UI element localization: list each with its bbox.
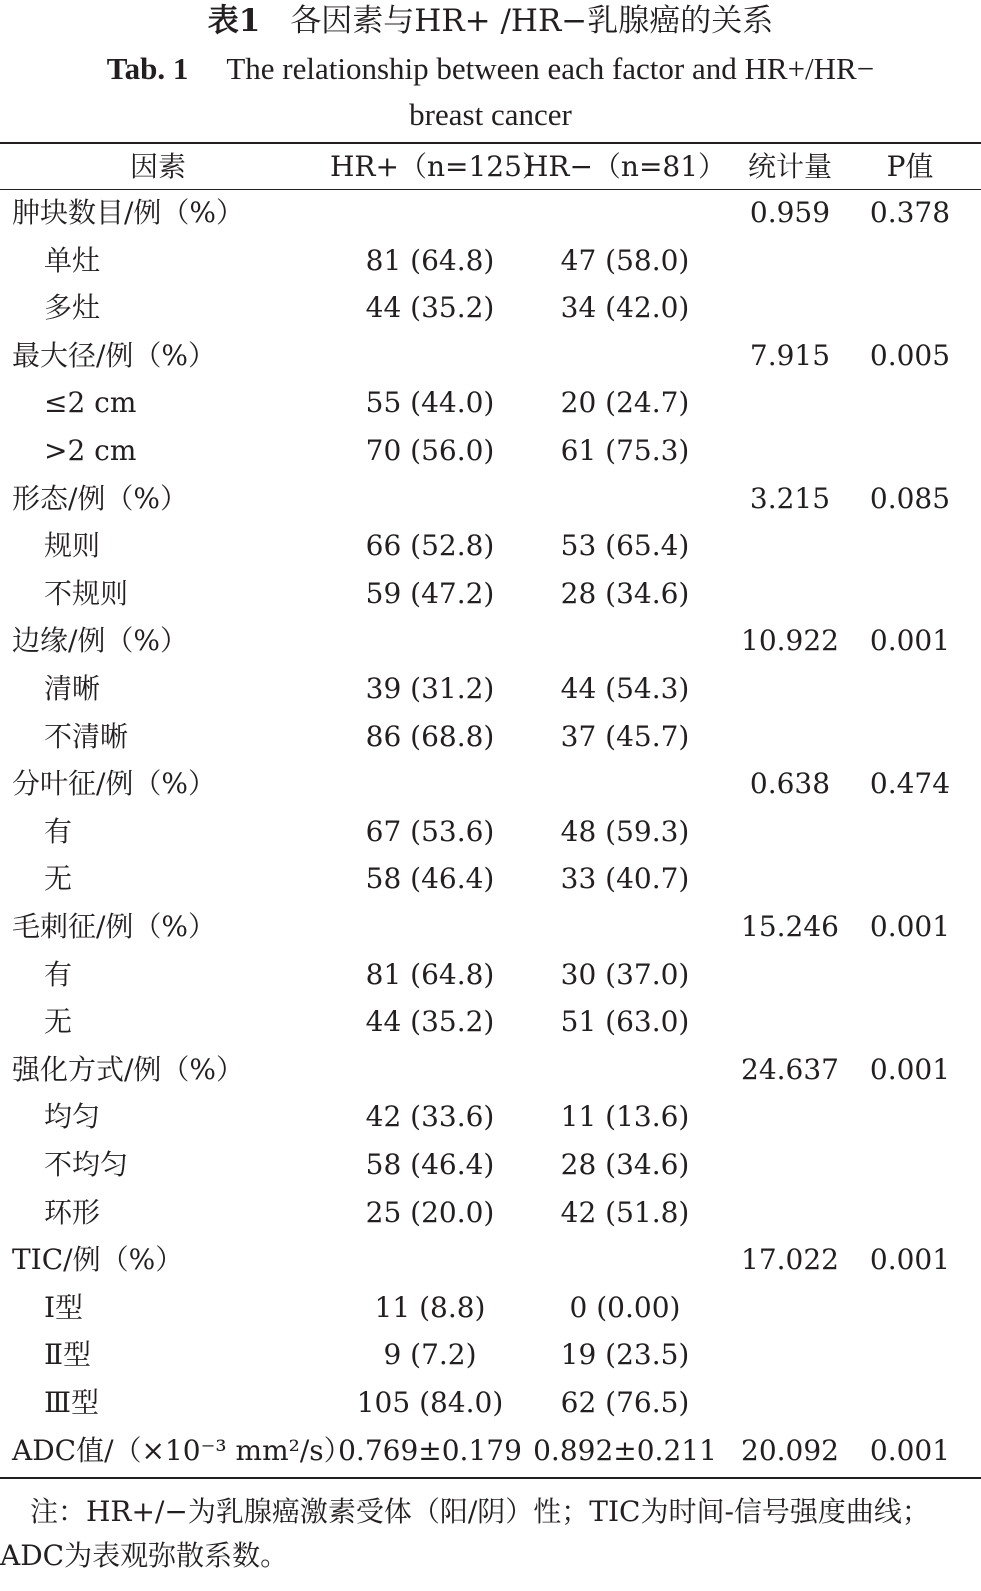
- table-row-factor: [0, 189, 981, 236]
- cell-hr-negative: 44 (54.3): [560, 672, 690, 705]
- table-row-subitem: [0, 1189, 981, 1236]
- table-row-factor: [0, 1046, 981, 1093]
- table-title-en-text: The relationship between each factor and HR+/HR−: [226, 51, 875, 86]
- cell-hr-positive: 81 (64.8): [365, 243, 495, 277]
- cell-hr-positive: 44 (35.2): [365, 291, 495, 325]
- cell-hr-negative: 48 (59.3): [560, 814, 690, 848]
- table-row-subitem: [0, 379, 981, 426]
- cell-factor: 多灶: [44, 291, 101, 325]
- header-statistic: 统计量: [747, 150, 832, 183]
- cell-factor: 形态/例（%）: [12, 481, 189, 515]
- cell-hr-negative: 30 (37.0): [560, 957, 690, 991]
- cell-factor: TIC/例（%）: [12, 1243, 184, 1277]
- cell-p-value: 0.005: [869, 338, 951, 372]
- cell-hr-negative: 62 (76.5): [560, 1386, 690, 1419]
- cell-factor: 不清晰: [44, 719, 129, 753]
- table-row-subitem: [0, 1284, 981, 1331]
- cell-factor: 强化方式/例（%）: [12, 1052, 245, 1086]
- cell-factor: 清晰: [44, 672, 101, 705]
- table-label-en: Tab. 1: [106, 51, 189, 86]
- cell-factor: 分叶征/例（%）: [12, 767, 217, 801]
- table-row-factor: [0, 1427, 981, 1474]
- cell-hr-negative: 28 (34.6): [560, 1148, 690, 1181]
- cell-hr-positive: 42 (33.6): [365, 1100, 495, 1134]
- header-hr-positive: HR+（n=125）: [330, 150, 550, 183]
- cell-factor: 均匀: [44, 1100, 101, 1134]
- cell-factor: 毛刺征/例（%）: [12, 910, 217, 943]
- cell-factor: 边缘/例（%）: [12, 624, 189, 658]
- cell-hr-positive: 66 (52.8): [365, 529, 495, 563]
- table-title-en-line1: [0, 46, 981, 92]
- cell-hr-negative: 33 (40.7): [560, 862, 690, 896]
- cell-hr-positive: 0.769±0.179: [338, 1433, 522, 1467]
- cell-hr-negative: 47 (58.0): [560, 243, 690, 277]
- header-factor: 因素: [130, 150, 187, 183]
- table-row-subitem: [0, 237, 981, 284]
- cell-hr-positive: 55 (44.0): [365, 386, 495, 420]
- cell-hr-positive: 105 (84.0): [356, 1386, 504, 1419]
- cell-statistic: 0.959: [749, 196, 831, 229]
- cell-hr-negative: 42 (51.8): [560, 1195, 690, 1229]
- cell-factor: ADC值/（×10⁻³ mm²/s）: [12, 1433, 352, 1467]
- cell-hr-positive: 11 (8.8): [374, 1290, 486, 1324]
- table-row-subitem: [0, 808, 981, 855]
- cell-hr-negative: 37 (45.7): [560, 719, 690, 753]
- cell-hr-positive: 25 (20.0): [365, 1195, 495, 1229]
- table-title-en-line2: breast cancer: [409, 97, 572, 132]
- cell-factor: 有: [44, 957, 73, 991]
- table-row-factor: [0, 332, 981, 379]
- cell-factor: 无: [44, 862, 73, 896]
- cell-hr-negative: 19 (23.5): [560, 1338, 690, 1372]
- table-row-subitem: [0, 951, 981, 998]
- cell-factor: 环形: [44, 1195, 101, 1229]
- bottom-rule: [0, 1477, 981, 1479]
- table-row-factor: [0, 903, 981, 950]
- header-hr-negative: HR−（n=81）: [523, 150, 727, 183]
- table-title-cn: [0, 0, 981, 42]
- cell-factor: 规则: [44, 529, 101, 563]
- table-row-subitem: [0, 1141, 981, 1188]
- cell-hr-positive: 44 (35.2): [365, 1005, 495, 1039]
- cell-statistic: 15.246: [741, 910, 839, 943]
- cell-factor: 不均匀: [44, 1148, 129, 1181]
- cell-statistic: 3.215: [749, 481, 831, 515]
- table-row-subitem: [0, 1379, 981, 1426]
- cell-p-value: 0.378: [869, 196, 951, 229]
- cell-hr-positive: 67 (53.6): [365, 814, 495, 848]
- cell-factor: ≤2 cm: [44, 386, 137, 420]
- cell-factor: 肿块数目/例（%）: [12, 196, 245, 229]
- cell-hr-negative: 61 (75.3): [560, 434, 690, 467]
- cell-hr-negative: 0 (0.00): [569, 1290, 681, 1324]
- table-row-subitem: [0, 665, 981, 712]
- cell-factor: Ⅱ型: [44, 1338, 92, 1372]
- cell-p-value: 0.001: [869, 1433, 951, 1467]
- table-row-subitem: [0, 427, 981, 474]
- cell-hr-positive: 70 (56.0): [365, 434, 495, 467]
- cell-factor: 有: [44, 814, 73, 848]
- cell-factor: 无: [44, 1005, 73, 1039]
- table-title-en: [0, 46, 981, 138]
- cell-hr-positive: 9 (7.2): [383, 1338, 477, 1372]
- table-row-subitem: [0, 1093, 981, 1140]
- cell-hr-negative: 28 (34.6): [560, 576, 690, 610]
- cell-hr-positive: 86 (68.8): [365, 719, 495, 753]
- cell-statistic: 0.638: [749, 767, 831, 801]
- table-row-subitem: [0, 855, 981, 902]
- cell-p-value: 0.085: [869, 481, 951, 515]
- table-row-subitem: [0, 998, 981, 1045]
- cell-p-value: 0.001: [869, 910, 951, 943]
- table-row-subitem: [0, 522, 981, 569]
- cell-p-value: 0.001: [869, 624, 951, 658]
- cell-factor: 不规则: [44, 576, 129, 610]
- cell-factor: 最大径/例（%）: [12, 338, 217, 372]
- cell-statistic: 24.637: [741, 1052, 839, 1086]
- cell-hr-negative: 20 (24.7): [560, 386, 690, 420]
- cell-hr-positive: 59 (47.2): [365, 576, 495, 610]
- cell-factor: 单灶: [44, 243, 101, 277]
- cell-hr-positive: 58 (46.4): [365, 862, 495, 896]
- table-row-subitem: [0, 713, 981, 760]
- cell-statistic: 10.922: [741, 624, 839, 658]
- table-row-subitem: [0, 284, 981, 331]
- cell-statistic: 7.915: [749, 338, 831, 372]
- table-footnote: 注：HR+/−为乳腺癌激素受体（阳/阴）性；TIC为时间-信号强度曲线；ADC为表观弥散系数。: [0, 1495, 930, 1572]
- header-p-value: P值: [886, 150, 934, 183]
- table-row-factor: [0, 760, 981, 807]
- cell-hr-positive: 81 (64.8): [365, 957, 495, 991]
- cell-factor: >2 cm: [44, 434, 137, 467]
- table-row-subitem: [0, 1331, 981, 1378]
- cell-hr-positive: 58 (46.4): [365, 1148, 495, 1181]
- cell-hr-negative: 34 (42.0): [560, 291, 690, 325]
- table-title-cn-text: 各因素与HR+ /HR−乳腺癌的关系: [290, 3, 774, 39]
- cell-hr-negative: 0.892±0.211: [533, 1433, 717, 1467]
- cell-p-value: 0.001: [869, 1243, 951, 1277]
- cell-hr-negative: 11 (13.6): [560, 1100, 690, 1134]
- cell-hr-negative: 53 (65.4): [560, 529, 690, 563]
- table-row-factor: [0, 475, 981, 522]
- table-header: [0, 143, 981, 190]
- cell-p-value: 0.474: [869, 767, 951, 801]
- table-row-factor: [0, 617, 981, 664]
- cell-hr-positive: 39 (31.2): [365, 672, 495, 705]
- table-row-subitem: [0, 570, 981, 617]
- table-row-factor: [0, 1236, 981, 1283]
- cell-factor: Ⅰ型: [44, 1290, 84, 1324]
- cell-statistic: 17.022: [741, 1243, 839, 1277]
- cell-p-value: 0.001: [869, 1052, 951, 1086]
- cell-factor: Ⅲ型: [44, 1386, 100, 1419]
- table-label-cn: 表1: [207, 3, 261, 39]
- cell-statistic: 20.092: [741, 1433, 839, 1467]
- cell-hr-negative: 51 (63.0): [560, 1005, 690, 1039]
